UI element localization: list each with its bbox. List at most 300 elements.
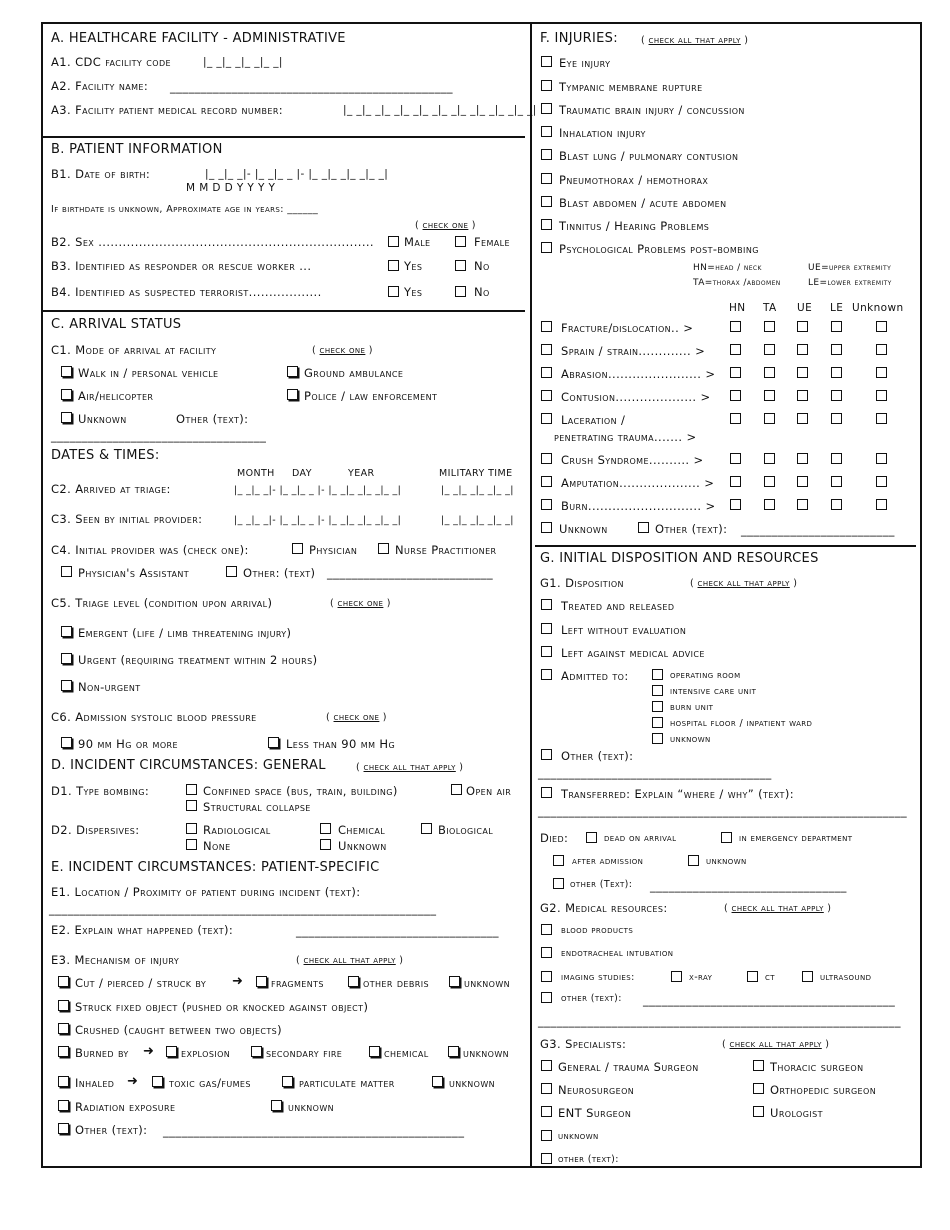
c5-check-one: ( check one ) bbox=[330, 598, 391, 609]
c2-date-boxes[interactable]: |_ _|_ _|- |_ _|_ _ |- |_ _|_ _|_ _|_ _| bbox=[234, 485, 402, 496]
e3-other-line[interactable]: _________________________________________________ bbox=[163, 1124, 465, 1138]
orthopedic-surgeon-checkbox[interactable] bbox=[753, 1083, 764, 1094]
c1-label: C1. Mode of arrival at facility bbox=[51, 343, 217, 357]
section-e-title: E. INCIDENT CIRCUMSTANCES: PATIENT-SPECIFIC bbox=[51, 860, 380, 875]
f-other-label: Other (text): bbox=[655, 522, 728, 536]
ent-surgeon-checkbox[interactable] bbox=[541, 1106, 552, 1117]
e1-line[interactable]: _______________________________________________________________ bbox=[49, 902, 437, 916]
injury-checkbox[interactable] bbox=[541, 149, 552, 160]
injury-type-checkbox[interactable] bbox=[541, 344, 552, 355]
explosion-checkbox[interactable] bbox=[166, 1046, 177, 1057]
g1-check-all: ( check all that apply ) bbox=[690, 578, 798, 589]
col-year: YEAR bbox=[348, 468, 375, 479]
nonurgent-checkbox[interactable] bbox=[61, 680, 72, 691]
c1-check-one: ( check one ) bbox=[312, 345, 373, 356]
b4-no-checkbox[interactable] bbox=[455, 286, 466, 297]
ultrasound-label: ultrasound bbox=[820, 972, 872, 983]
bp-90-or-more-label: 90 mm Hg or more bbox=[78, 737, 178, 751]
g1-other-checkbox[interactable] bbox=[541, 749, 552, 760]
section-c-title: C. ARRIVAL STATUS bbox=[51, 317, 182, 332]
injury-type-checkbox[interactable] bbox=[541, 413, 552, 424]
injury-location-checkbox-hn[interactable] bbox=[730, 453, 741, 464]
c2-label: C2. Arrived at triage: bbox=[51, 482, 171, 496]
b4-no-label: No bbox=[474, 285, 490, 299]
nonurgent-label: Non-urgent bbox=[78, 680, 141, 694]
injury-location-checkbox-ue[interactable] bbox=[797, 344, 808, 355]
injury-location-checkbox-ta[interactable] bbox=[764, 344, 775, 355]
burn-unit-checkbox[interactable] bbox=[652, 701, 663, 712]
b3-no-checkbox[interactable] bbox=[455, 260, 466, 271]
floor-checkbox[interactable] bbox=[652, 717, 663, 728]
injury-checkbox[interactable] bbox=[541, 219, 552, 230]
b4-label: B4. Identified as suspected terrorist.................. bbox=[51, 285, 322, 299]
c4-other-line[interactable]: ___________________________ bbox=[327, 566, 494, 580]
section-b-title: B. PATIENT INFORMATION bbox=[51, 142, 223, 157]
ground-ambulance-checkbox[interactable] bbox=[287, 366, 298, 377]
injury-location-checkbox-le[interactable] bbox=[831, 499, 842, 510]
injury-location-checkbox-unknown[interactable] bbox=[876, 499, 887, 510]
died-other-line[interactable]: ________________________________ bbox=[650, 879, 847, 893]
col-ue: UE bbox=[797, 302, 813, 314]
injury-label: Tympanic membrane rupture bbox=[559, 80, 703, 94]
injury-location-checkbox-le[interactable] bbox=[831, 390, 842, 401]
ultrasound-checkbox[interactable] bbox=[802, 971, 813, 982]
radiological-checkbox[interactable] bbox=[186, 823, 197, 834]
injury-type-label: Laceration / bbox=[561, 413, 626, 427]
e3-check-all: ( check all that apply ) bbox=[296, 955, 404, 966]
c6-label: C6. Admission systolic blood pressure bbox=[51, 710, 257, 724]
injury-location-checkbox-le[interactable] bbox=[831, 321, 842, 332]
g1-other-line[interactable]: ______________________________________ bbox=[538, 766, 772, 780]
other-debris-label: other debris bbox=[363, 976, 429, 990]
injury-type-label: Contusion.................... > bbox=[561, 390, 711, 404]
section-divider-f bbox=[535, 545, 916, 547]
inhaled-checkbox[interactable] bbox=[58, 1076, 69, 1087]
a3-label: A3. Facility patient medical record number: bbox=[51, 103, 284, 117]
g2-other-line-2[interactable]: ___________________________________________________________ bbox=[538, 1014, 901, 1028]
crushed-checkbox[interactable] bbox=[58, 1023, 69, 1034]
injury-location-checkbox-ta[interactable] bbox=[764, 476, 775, 487]
female-checkbox[interactable] bbox=[455, 236, 466, 247]
injury-location-checkbox-ue[interactable] bbox=[797, 413, 808, 424]
d2-unknown-label: Unknown bbox=[338, 839, 387, 853]
biological-checkbox[interactable] bbox=[421, 823, 432, 834]
injury-location-checkbox-hn[interactable] bbox=[730, 344, 741, 355]
injury-type-checkbox[interactable] bbox=[541, 321, 552, 332]
injury-location-checkbox-unknown[interactable] bbox=[876, 321, 887, 332]
g3-other-label: other (text): bbox=[558, 1154, 619, 1165]
section-f-title: F. INJURIES: bbox=[540, 31, 618, 46]
admitted-checkbox[interactable] bbox=[541, 669, 552, 680]
injury-location-checkbox-hn[interactable] bbox=[730, 413, 741, 424]
open-air-checkbox[interactable] bbox=[451, 784, 462, 795]
burned-checkbox[interactable] bbox=[58, 1046, 69, 1057]
legend-le: LE=lower extremity bbox=[808, 278, 892, 288]
injury-location-checkbox-ta[interactable] bbox=[764, 321, 775, 332]
cut-unknown-label: unknown bbox=[464, 976, 511, 990]
c4-label: C4. Initial provider was (check one): bbox=[51, 543, 249, 557]
particulate-label: particulate matter bbox=[299, 1076, 395, 1090]
ct-checkbox[interactable] bbox=[747, 971, 758, 982]
f-unknown-label: Unknown bbox=[559, 522, 608, 536]
radiological-label: Radiological bbox=[203, 823, 271, 837]
g2-other-checkbox[interactable] bbox=[541, 992, 552, 1003]
injury-checkbox[interactable] bbox=[541, 242, 552, 253]
burn-unknown-checkbox[interactable] bbox=[448, 1046, 459, 1057]
g3-other-line[interactable]: _________________________________________ bbox=[643, 1154, 896, 1168]
injury-location-checkbox-unknown[interactable] bbox=[876, 390, 887, 401]
section-a-title: A. HEALTHCARE FACILITY - ADMINISTRATIVE bbox=[51, 31, 346, 46]
admitted-label: Admitted to: bbox=[561, 669, 629, 683]
injury-location-checkbox-unknown[interactable] bbox=[876, 344, 887, 355]
legend-ta: TA=thorax /abdomen bbox=[693, 278, 781, 288]
a1-code-boxes[interactable]: |_ _|_ _|_ _|_ _| bbox=[203, 56, 283, 68]
injury-label: Psychological Problems post-bombing bbox=[559, 242, 759, 256]
a2-label: A2. Facility name: bbox=[51, 79, 149, 93]
injury-location-checkbox-le[interactable] bbox=[831, 453, 842, 464]
injury-location-checkbox-le[interactable] bbox=[831, 413, 842, 424]
toxic-gas-checkbox[interactable] bbox=[152, 1076, 163, 1087]
urgent-label: Urgent (requiring treatment within 2 hours) bbox=[78, 653, 318, 667]
injury-checkbox[interactable] bbox=[541, 56, 552, 67]
injury-location-checkbox-le[interactable] bbox=[831, 476, 842, 487]
radiation-checkbox[interactable] bbox=[58, 1100, 69, 1111]
died-unknown-label: unknown bbox=[706, 856, 747, 867]
c1-other-line[interactable]: ___________________________________ bbox=[51, 429, 267, 443]
injury-location-checkbox-ue[interactable] bbox=[797, 321, 808, 332]
injury-location-checkbox-hn[interactable] bbox=[730, 499, 741, 510]
section-g-title: G. INITIAL DISPOSITION AND RESOURCES bbox=[540, 551, 819, 566]
confined-space-checkbox[interactable] bbox=[186, 784, 197, 795]
injury-location-checkbox-unknown[interactable] bbox=[876, 476, 887, 487]
pa-label: Physician's Assistant bbox=[78, 566, 190, 580]
injury-location-checkbox-le[interactable] bbox=[831, 367, 842, 378]
died-after-label: after admission bbox=[572, 856, 644, 867]
d2-none-checkbox[interactable] bbox=[186, 839, 197, 850]
injury-location-checkbox-ta[interactable] bbox=[764, 413, 775, 424]
open-air-label: Open air bbox=[466, 784, 512, 798]
walk-in-checkbox[interactable] bbox=[61, 366, 72, 377]
section-d-title: D. INCIDENT CIRCUMSTANCES: GENERAL bbox=[51, 758, 326, 773]
radiation-label: Radiation exposure bbox=[75, 1100, 176, 1114]
c1-unknown-label: Unknown bbox=[78, 412, 127, 426]
doa-checkbox[interactable] bbox=[586, 832, 597, 843]
injury-type-label: Fracture/dislocation.. > bbox=[561, 321, 694, 335]
approx-age[interactable]: If birthdate is unknown, Approximate age in years: ______ bbox=[51, 204, 319, 215]
c4-other-checkbox[interactable] bbox=[226, 566, 237, 577]
injury-location-checkbox-hn[interactable] bbox=[730, 390, 741, 401]
arrow-right-icon: ➜ bbox=[143, 1044, 154, 1059]
died-label: Died: bbox=[540, 831, 569, 845]
c1-unknown-checkbox[interactable] bbox=[61, 412, 72, 423]
emergent-label: Emergent (life / limb threatening injury) bbox=[78, 626, 292, 640]
injury-label: Tinnitus / Hearing Problems bbox=[559, 219, 710, 233]
f-check-all: ( check all that apply ) bbox=[641, 35, 749, 46]
injury-type-label: penetrating trauma....... > bbox=[554, 430, 697, 444]
treated-checkbox[interactable] bbox=[541, 599, 552, 610]
secondary-fire-checkbox[interactable] bbox=[251, 1046, 262, 1057]
died-after-checkbox[interactable] bbox=[553, 855, 564, 866]
b-check-one: ( check one ) bbox=[415, 220, 476, 231]
b3-yes-label: Yes bbox=[404, 259, 423, 273]
e1-label: E1. Location / Proximity of patient during incident (text): bbox=[51, 885, 361, 899]
ent-surgeon-label: ENT Surgeon bbox=[558, 1106, 632, 1120]
b3-yes-checkbox[interactable] bbox=[388, 260, 399, 271]
injury-location-checkbox-ta[interactable] bbox=[764, 367, 775, 378]
col-hn: HN bbox=[729, 302, 746, 314]
biological-label: Biological bbox=[438, 823, 494, 837]
injury-location-checkbox-unknown[interactable] bbox=[876, 367, 887, 378]
xray-checkbox[interactable] bbox=[671, 971, 682, 982]
neurosurgeon-label: Neurosurgeon bbox=[558, 1083, 635, 1097]
legend-hn: HN=head / neck bbox=[693, 263, 762, 273]
imaging-checkbox[interactable] bbox=[541, 971, 552, 982]
injury-label: Traumatic brain injury / concussion bbox=[559, 103, 745, 117]
radiation-unknown-label: unknown bbox=[288, 1100, 335, 1114]
f-other-checkbox[interactable] bbox=[638, 522, 649, 533]
intubation-checkbox[interactable] bbox=[541, 947, 552, 958]
inhaled-unknown-label: unknown bbox=[449, 1076, 496, 1090]
male-checkbox[interactable] bbox=[388, 236, 399, 247]
legend-ue: UE=upper extremity bbox=[808, 263, 892, 273]
air-checkbox[interactable] bbox=[61, 389, 72, 400]
arrow-right-icon: ➜ bbox=[232, 974, 243, 989]
toxic-gas-label: toxic gas/fumes bbox=[169, 1076, 251, 1090]
cut-label: Cut / pierced / struck by bbox=[75, 976, 207, 990]
col-le: LE bbox=[830, 302, 844, 314]
or-checkbox[interactable] bbox=[652, 669, 663, 680]
dates-times-title: DATES & TIMES: bbox=[51, 448, 160, 463]
female-label: Female bbox=[474, 235, 510, 249]
died-other-label: other (Text): bbox=[570, 879, 633, 890]
e3-other-checkbox[interactable] bbox=[58, 1123, 69, 1134]
transferred-checkbox[interactable] bbox=[541, 787, 552, 798]
g3-unknown-checkbox[interactable] bbox=[541, 1130, 552, 1141]
died-unknown-checkbox[interactable] bbox=[688, 855, 699, 866]
chemical-checkbox[interactable] bbox=[320, 823, 331, 834]
injury-type-checkbox[interactable] bbox=[541, 476, 552, 487]
injury-location-checkbox-unknown[interactable] bbox=[876, 453, 887, 464]
injury-location-checkbox-ta[interactable] bbox=[764, 453, 775, 464]
fragments-label: fragments bbox=[271, 976, 324, 990]
structural-collapse-checkbox[interactable] bbox=[186, 800, 197, 811]
injury-location-checkbox-ta[interactable] bbox=[764, 390, 775, 401]
section-divider-b bbox=[43, 310, 525, 312]
injury-type-label: Sprain / strain............. > bbox=[561, 344, 706, 358]
b1-date-format: M M D D Y Y Y Y bbox=[186, 182, 276, 194]
e2-label: E2. Explain what happened (text): bbox=[51, 923, 234, 937]
cut-checkbox[interactable] bbox=[58, 976, 69, 987]
cut-unknown-checkbox[interactable] bbox=[449, 976, 460, 987]
secondary-fire-label: secondary fire bbox=[266, 1046, 343, 1060]
injury-label: Eye injury bbox=[559, 56, 611, 70]
section-divider-a bbox=[43, 136, 525, 138]
g2-other-line[interactable]: _________________________________________ bbox=[643, 993, 896, 1007]
injury-location-checkbox-ue[interactable] bbox=[797, 499, 808, 510]
d2-label: D2. Dispersives: bbox=[51, 823, 140, 837]
burn-unknown-label: unknown bbox=[463, 1046, 510, 1060]
injury-type-label: Amputation.................... > bbox=[561, 476, 715, 490]
burn-chemical-label: chemical bbox=[384, 1046, 429, 1060]
icu-checkbox[interactable] bbox=[652, 685, 663, 696]
ground-ambulance-label: Ground ambulance bbox=[304, 366, 404, 380]
d2-unknown-checkbox[interactable] bbox=[320, 839, 331, 850]
b1-label: B1. Date of birth: bbox=[51, 167, 151, 181]
left-ama-label: Left against medical advice bbox=[561, 646, 705, 660]
male-label: Male bbox=[404, 235, 431, 249]
inhaled-label: Inhaled bbox=[75, 1076, 115, 1090]
walk-in-label: Walk in / personal vehicle bbox=[78, 366, 219, 380]
g3-unknown-label: unknown bbox=[558, 1131, 599, 1142]
d-check-all: ( check all that apply ) bbox=[356, 762, 464, 773]
bp-less-90-label: Less than 90 mm Hg bbox=[286, 737, 396, 751]
injury-location-checkbox-ta[interactable] bbox=[764, 499, 775, 510]
injury-location-checkbox-ue[interactable] bbox=[797, 390, 808, 401]
c3-label: C3. Seen by initial provider: bbox=[51, 512, 203, 526]
g3-other-checkbox[interactable] bbox=[541, 1153, 552, 1164]
neurosurgeon-checkbox[interactable] bbox=[541, 1083, 552, 1094]
col-day: DAY bbox=[292, 468, 312, 479]
injury-location-checkbox-unknown[interactable] bbox=[876, 413, 887, 424]
c2-time-boxes[interactable]: |_ _|_ _|_ _|_ _| bbox=[441, 485, 514, 496]
c3-date-boxes[interactable]: |_ _|_ _|- |_ _|_ _ |- |_ _|_ _|_ _|_ _| bbox=[234, 515, 402, 526]
injury-location-checkbox-ue[interactable] bbox=[797, 453, 808, 464]
g2-other-label: other (text): bbox=[561, 993, 622, 1004]
doa-label: dead on arrival bbox=[604, 833, 677, 844]
floor-label: hospital floor / inpatient ward bbox=[670, 718, 813, 729]
injury-location-checkbox-ue[interactable] bbox=[797, 476, 808, 487]
injury-checkbox[interactable] bbox=[541, 126, 552, 137]
c5-label: C5. Triage level (condition upon arrival) bbox=[51, 596, 273, 610]
general-surgeon-label: General / trauma Surgeon bbox=[558, 1060, 699, 1074]
icu-label: intensive care unit bbox=[670, 686, 757, 697]
b3-no-label: No bbox=[474, 259, 490, 273]
urologist-label: Urologist bbox=[770, 1106, 823, 1120]
police-checkbox[interactable] bbox=[287, 389, 298, 400]
e3-label: E3. Mechanism of injury bbox=[51, 953, 180, 967]
np-checkbox[interactable] bbox=[378, 543, 389, 554]
injury-type-checkbox[interactable] bbox=[541, 367, 552, 378]
admit-unknown-label: unknown bbox=[670, 734, 711, 745]
injury-checkbox[interactable] bbox=[541, 80, 552, 91]
b1-date-boxes[interactable]: |_ _|_ _|- |_ _|_ _ |- |_ _|_ _|_ _|_ _| bbox=[205, 168, 389, 180]
d1-label: D1. Type bombing: bbox=[51, 784, 150, 798]
c3-time-boxes[interactable]: |_ _|_ _|_ _|_ _| bbox=[441, 515, 514, 526]
injury-label: Blast lung / pulmonary contusion bbox=[559, 149, 739, 163]
explosion-label: explosion bbox=[181, 1046, 231, 1060]
injury-checkbox[interactable] bbox=[541, 103, 552, 114]
left-ama-checkbox[interactable] bbox=[541, 646, 552, 657]
b4-yes-checkbox[interactable] bbox=[388, 286, 399, 297]
intubation-label: endotracheal intubation bbox=[561, 948, 674, 959]
col-military-time: MILITARY TIME bbox=[439, 468, 513, 479]
burn-unit-label: burn unit bbox=[670, 702, 714, 713]
injury-location-checkbox-ue[interactable] bbox=[797, 367, 808, 378]
other-debris-checkbox[interactable] bbox=[348, 976, 359, 987]
col-unknown: Unknown bbox=[852, 302, 904, 314]
a1-label: A1. CDC facility code bbox=[51, 55, 171, 69]
a3-record-boxes[interactable]: |_ _|_ _|_ _|_ _|_ _|_ _|_ _|_ _|_ _|_ _| bbox=[343, 104, 537, 116]
thoracic-surgeon-label: Thoracic surgeon bbox=[770, 1060, 864, 1074]
f-other-line[interactable]: _________________________ bbox=[741, 523, 895, 537]
injury-location-checkbox-hn[interactable] bbox=[730, 476, 741, 487]
g3-check-all: ( check all that apply ) bbox=[722, 1039, 830, 1050]
e2-line[interactable]: _________________________________ bbox=[296, 924, 499, 938]
urologist-checkbox[interactable] bbox=[753, 1106, 764, 1117]
pa-checkbox[interactable] bbox=[61, 566, 72, 577]
burn-chemical-checkbox[interactable] bbox=[369, 1046, 380, 1057]
blood-checkbox[interactable] bbox=[541, 924, 552, 935]
urgent-checkbox[interactable] bbox=[61, 653, 72, 664]
crushed-label: Crushed (caught between two objects) bbox=[75, 1023, 283, 1037]
air-label: Air/helicopter bbox=[78, 389, 154, 403]
physician-checkbox[interactable] bbox=[292, 543, 303, 554]
injury-type-checkbox[interactable] bbox=[541, 390, 552, 401]
bp-90-or-more-checkbox[interactable] bbox=[61, 737, 72, 748]
struck-fixed-label: Struck fixed object (pushed or knocked against object) bbox=[75, 1000, 369, 1014]
c4-other-label: Other: (text) bbox=[243, 566, 316, 580]
xray-label: x-ray bbox=[689, 972, 713, 983]
c6-check-one: ( check one ) bbox=[326, 712, 387, 723]
emergent-checkbox[interactable] bbox=[61, 626, 72, 637]
g1-label: G1. Disposition bbox=[540, 576, 624, 590]
injury-checkbox[interactable] bbox=[541, 173, 552, 184]
injury-location-checkbox-hn[interactable] bbox=[730, 321, 741, 332]
ct-label: ct bbox=[765, 972, 775, 983]
column-divider bbox=[530, 22, 532, 1168]
injury-label: Pneumothorax / hemothorax bbox=[559, 173, 709, 187]
bp-less-90-checkbox[interactable] bbox=[268, 737, 279, 748]
injury-location-checkbox-le[interactable] bbox=[831, 344, 842, 355]
injury-label: Blast abdomen / acute abdomen bbox=[559, 196, 727, 210]
e3-other-label: Other (text): bbox=[75, 1123, 148, 1137]
left-wo-eval-checkbox[interactable] bbox=[541, 623, 552, 634]
confined-space-label: Confined space (bus, train, building) bbox=[203, 784, 398, 798]
imaging-label: imaging studies: bbox=[561, 972, 635, 983]
b3-label: B3. Identified as responder or rescue worker ... bbox=[51, 259, 312, 273]
general-surgeon-checkbox[interactable] bbox=[541, 1060, 552, 1071]
or-label: operating room bbox=[670, 670, 741, 681]
injury-type-checkbox[interactable] bbox=[541, 453, 552, 464]
transferred-line[interactable]: ____________________________________________________________ bbox=[538, 804, 907, 818]
particulate-checkbox[interactable] bbox=[282, 1076, 293, 1087]
injury-checkbox[interactable] bbox=[541, 196, 552, 207]
b2-label: B2. Sex .................................................................... bbox=[51, 235, 374, 249]
treated-label: Treated and released bbox=[561, 599, 675, 613]
np-label: Nurse Practitioner bbox=[395, 543, 497, 557]
orthopedic-surgeon-label: Orthopedic surgeon bbox=[770, 1083, 877, 1097]
died-ed-checkbox[interactable] bbox=[721, 832, 732, 843]
injury-type-checkbox[interactable] bbox=[541, 499, 552, 510]
col-month: MONTH bbox=[237, 468, 275, 479]
g1-other-label: Other (text): bbox=[561, 749, 634, 763]
thoracic-surgeon-checkbox[interactable] bbox=[753, 1060, 764, 1071]
died-other-checkbox[interactable] bbox=[553, 878, 564, 889]
fragments-checkbox[interactable] bbox=[256, 976, 267, 987]
radiation-unknown-checkbox[interactable] bbox=[271, 1100, 282, 1111]
b4-yes-label: Yes bbox=[404, 285, 423, 299]
inhaled-unknown-checkbox[interactable] bbox=[432, 1076, 443, 1087]
struck-fixed-checkbox[interactable] bbox=[58, 1000, 69, 1011]
admit-unknown-checkbox[interactable] bbox=[652, 733, 663, 744]
g3-label: G3. Specialists: bbox=[540, 1037, 627, 1051]
injury-type-label: Crush Syndrome.......... > bbox=[561, 453, 704, 467]
injury-location-checkbox-hn[interactable] bbox=[730, 367, 741, 378]
injury-type-label: Burn............................ > bbox=[561, 499, 716, 513]
f-unknown-checkbox[interactable] bbox=[541, 522, 552, 533]
d2-none-label: None bbox=[203, 839, 231, 853]
a2-line[interactable]: ______________________________________________ bbox=[170, 80, 453, 94]
